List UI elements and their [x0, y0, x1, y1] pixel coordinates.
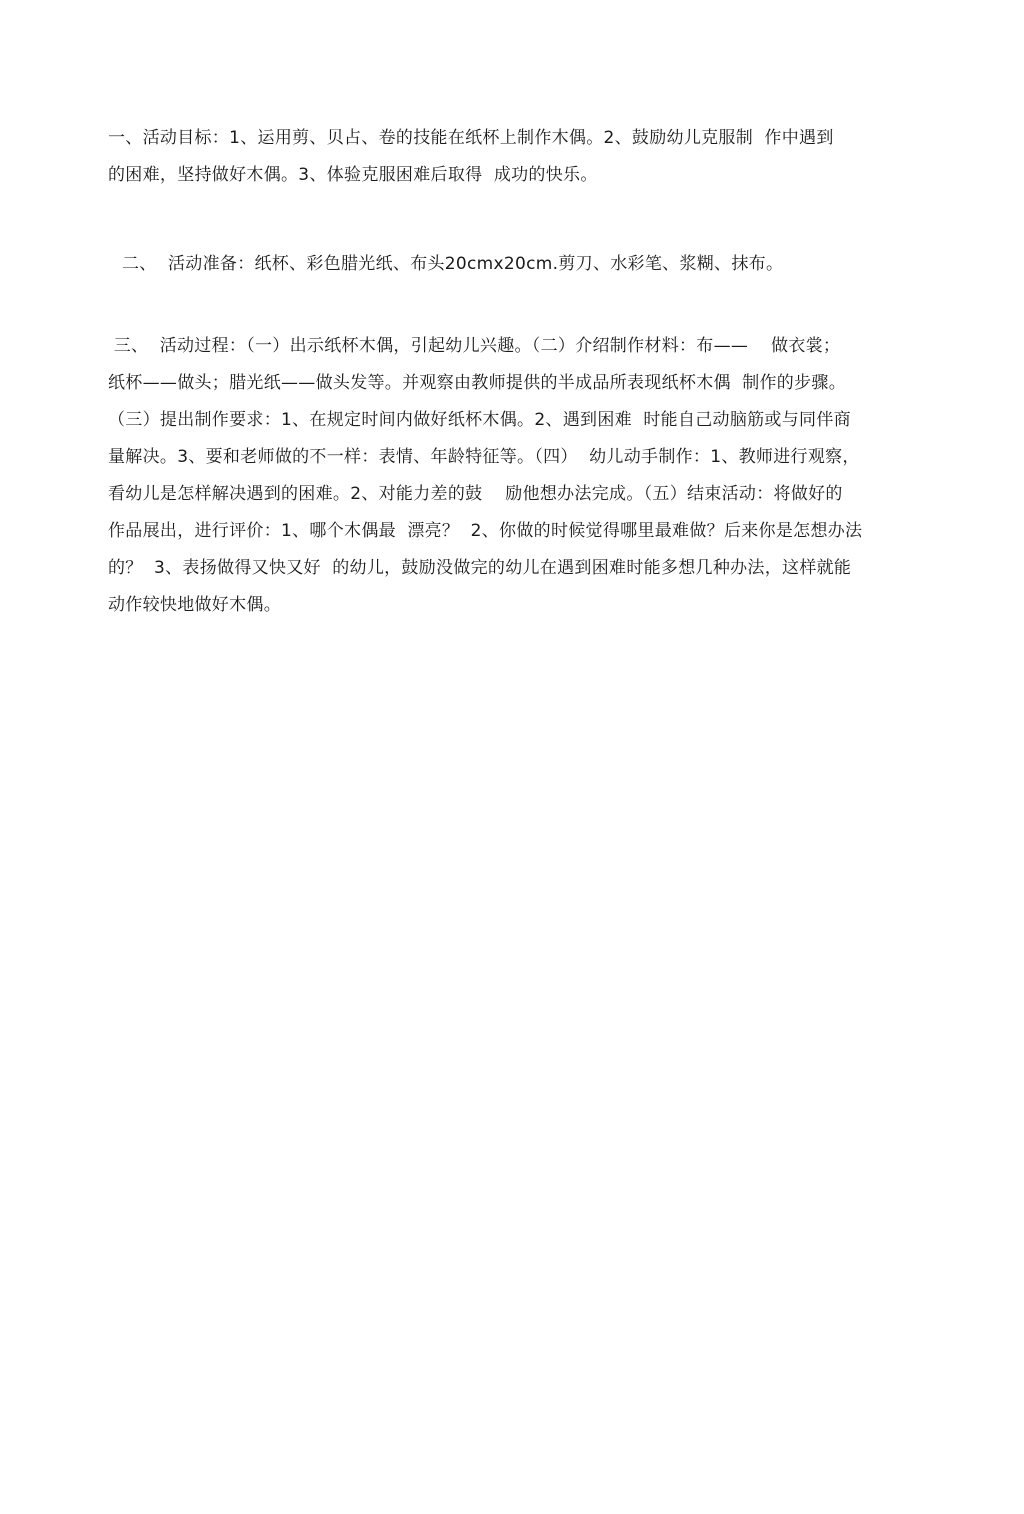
text-line: 三、 活动过程：（一）出示纸杯木偶，引起幼儿兴趣。（二）介绍制作材料：布—— 做衣裳； — [108, 336, 841, 356]
section-activity-preparation — [122, 246, 952, 283]
text-line: 一、活动目标：1、运用剪、贝占、卷的技能在纸杯上制作木偶。2、鼓励幼儿克服制 作中遇到 — [108, 128, 834, 148]
text-line: 二、 活动准备：纸杯、彩色腊光纸、布头20cmx20cm.剪刀、水彩笔、浆糊、抹布。 — [122, 254, 784, 274]
text-line: 看幼儿是怎样解决遇到的困难。2、对能力差的鼓 励他想办法完成。（五）结束活动：将做好的 — [108, 484, 843, 504]
text-line: （三）提出制作要求：1、在规定时间内做好纸杯木偶。2、遇到困难 时能自己动脑筋或与同伴商 — [108, 410, 851, 430]
text-line: 的？ 3、表扬做得又快又好 的幼儿，鼓励没做完的幼儿在遇到困难时能多想几种办法，这样就能 — [108, 558, 852, 578]
text-line: 作品展出，进行评价：1、哪个木偶最 漂亮？ 2、你做的时候觉得哪里最难做？后来你是怎想办法 — [108, 521, 863, 541]
text-line: 的困难，坚持做好木偶。3、体验克服困难后取得 成功的快乐。 — [108, 165, 598, 185]
text-line: 量解决。3、要和老师做的不一样：表情、年龄特征等。（四） 幼儿动手制作：1、教师进行观察， — [108, 447, 860, 467]
text-line: 纸杯——做头；腊光纸——做头发等。并观察由教师提供的半成品所表现纸杯木偶 制作的步骤。 — [108, 373, 847, 393]
section-activity-goals — [108, 120, 938, 194]
text-line: 动作较快地做好木偶。 — [108, 595, 281, 615]
section-activity-process — [108, 328, 938, 624]
